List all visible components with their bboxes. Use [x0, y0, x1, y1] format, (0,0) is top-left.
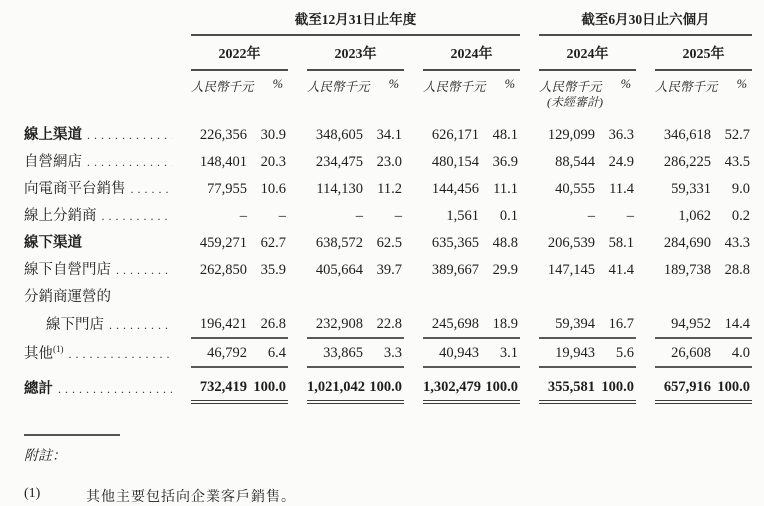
value-cell: 46,792	[191, 338, 253, 367]
value-cell: 626,171	[431, 127, 479, 143]
dot-leader	[126, 180, 173, 198]
percent-header: %	[620, 77, 631, 91]
group-gap-cell	[636, 310, 655, 338]
value-cell: 144,456	[431, 181, 479, 197]
group-gap	[172, 70, 191, 110]
value-cell: 19,943	[539, 338, 601, 367]
row-label: 線上分銷商	[24, 208, 97, 224]
value-cell: 59,394	[539, 310, 601, 338]
percent-cell: 48.1	[492, 127, 518, 143]
year-header-row	[24, 35, 752, 70]
row-label-cell	[24, 367, 172, 402]
group-gap-cell	[404, 283, 423, 310]
period-group-header: 截至6月30日止六個月	[539, 8, 752, 35]
group-gap-cell	[520, 202, 539, 229]
percent-cell: 0.2	[731, 208, 751, 224]
value-cell: 234,475	[315, 154, 363, 170]
percent-header: %	[388, 77, 399, 91]
value-cell: 355,581	[539, 367, 601, 402]
percent-cell	[485, 283, 520, 310]
row-label: 總計	[24, 381, 53, 397]
group-gap-cell	[636, 202, 655, 229]
value-cell: 635,365	[431, 235, 479, 251]
value-cell: 148,401	[199, 154, 247, 170]
percent-cell: –	[626, 208, 634, 224]
percent-cell: 18.9	[485, 310, 520, 338]
percent-cell: –	[278, 208, 286, 224]
group-gap-cell	[520, 310, 539, 338]
row-label-cell	[24, 110, 172, 148]
group-gap-cell	[288, 310, 307, 338]
group-gap-cell	[520, 175, 539, 202]
percent-cell	[369, 283, 404, 310]
table-row	[24, 367, 752, 402]
group-gap-cell	[404, 229, 423, 256]
group-gap-cell	[404, 110, 423, 148]
table-row	[24, 310, 752, 338]
group-gap-cell	[636, 283, 655, 310]
value-cell	[423, 283, 485, 310]
percent-cell: 43.3	[724, 235, 751, 251]
value-cell: –	[587, 208, 595, 224]
group-gap-cell	[520, 229, 539, 256]
row-label: 自營網店	[24, 154, 82, 170]
year-header: 2024年	[539, 35, 636, 70]
percent-cell: 100.0	[601, 367, 636, 402]
percent-cell: 5.6	[601, 338, 636, 367]
value-cell	[539, 283, 601, 310]
value-cell: 657,916	[655, 367, 717, 402]
row-label-wrap	[24, 288, 172, 306]
group-gap-cell	[172, 110, 191, 148]
value-cell: 286,225	[663, 154, 711, 170]
revenue-by-channel-table	[24, 8, 752, 404]
row-label-cell	[24, 338, 172, 367]
group-gap-cell	[172, 310, 191, 338]
dot-leader	[53, 380, 172, 398]
value-cell: 147,145	[547, 262, 595, 278]
table-row	[24, 202, 752, 229]
percent-cell: 3.3	[369, 338, 404, 367]
dot-leader	[104, 316, 172, 334]
value-cell: 226,356	[199, 127, 247, 143]
group-gap-cell	[404, 175, 423, 202]
percent-cell: 36.3	[608, 127, 634, 143]
table-row	[24, 283, 752, 310]
table-row	[24, 110, 752, 148]
group-gap-cell	[636, 256, 655, 283]
unit-header	[307, 70, 369, 110]
group-gap-cell	[288, 148, 307, 175]
percent-cell: 30.9	[260, 127, 286, 143]
group-gap-cell	[288, 202, 307, 229]
table-row	[24, 148, 752, 175]
group-gap-cell	[636, 229, 655, 256]
group-gap	[520, 35, 539, 70]
year-header: 2025年	[655, 35, 752, 70]
percent-cell: 28.8	[724, 262, 751, 278]
value-cell: 389,667	[431, 262, 479, 278]
table-row	[24, 229, 752, 256]
row-label-cell	[24, 229, 172, 256]
footnote-marker: (1)	[24, 486, 41, 501]
row-label-cell	[24, 148, 172, 175]
group-gap	[636, 70, 655, 110]
table-row	[24, 256, 752, 283]
row-label: 線下門店	[46, 317, 104, 333]
unit-header	[423, 70, 485, 110]
group-gap-cell	[172, 202, 191, 229]
value-cell: 1,561	[446, 208, 479, 224]
percent-cell: 62.5	[376, 235, 402, 251]
row-label: 線下自營門店	[24, 262, 111, 278]
percent-cell: 43.5	[724, 154, 751, 170]
group-gap-cell	[520, 148, 539, 175]
percent-cell: 6.4	[253, 338, 288, 367]
footnote-item	[24, 486, 752, 506]
row-label-wrap	[24, 380, 172, 398]
row-label-cell	[24, 283, 172, 310]
group-gap-cell	[520, 338, 539, 367]
value-cell: 33,865	[307, 338, 369, 367]
group-gap-cell	[288, 175, 307, 202]
percent-cell: 24.9	[608, 154, 634, 170]
percent-cell: 39.7	[376, 262, 402, 278]
percent-header: %	[504, 77, 515, 91]
unit-header	[191, 70, 253, 110]
row-label-cell	[24, 256, 172, 283]
group-gap-cell	[636, 148, 655, 175]
percent-cell: 11.2	[377, 181, 402, 197]
percent-cell: 100.0	[485, 367, 520, 402]
dot-leader	[82, 126, 172, 144]
value-cell: 114,130	[316, 181, 363, 197]
group-gap	[520, 70, 539, 110]
value-cell: 346,618	[663, 127, 711, 143]
group-gap-cell	[172, 367, 191, 402]
group-gap-cell	[520, 110, 539, 148]
value-cell	[655, 283, 717, 310]
value-cell: 40,943	[423, 338, 485, 367]
group-gap-cell	[404, 310, 423, 338]
dot-leader	[111, 261, 172, 279]
year-header: 2023年	[307, 35, 404, 70]
table-header	[24, 8, 752, 110]
footnote-divider	[24, 434, 120, 436]
group-gap-cell	[288, 367, 307, 402]
value-cell: 1,021,042	[307, 367, 369, 402]
percent-cell: 62.7	[260, 235, 286, 251]
percent-cell: 22.8	[369, 310, 404, 338]
value-cell: 262,850	[199, 262, 247, 278]
group-gap-cell	[172, 175, 191, 202]
unit-label: 人民幣千元	[423, 80, 486, 94]
value-cell: 348,605	[315, 127, 363, 143]
unit-label: 人民幣千元	[307, 80, 370, 94]
percent-cell: –	[394, 208, 402, 224]
value-cell: 1,302,479	[423, 367, 485, 402]
row-label: 線上渠道	[24, 127, 82, 143]
row-label-wrap	[24, 234, 172, 252]
value-cell: 59,331	[671, 181, 711, 197]
value-cell	[307, 283, 369, 310]
percent-cell: 14.4	[717, 310, 752, 338]
row-label-cell	[24, 175, 172, 202]
table-row	[24, 338, 752, 367]
group-gap-cell	[520, 256, 539, 283]
dot-leader	[64, 345, 173, 363]
year-header: 2024年	[423, 35, 520, 70]
group-gap-cell	[636, 110, 655, 148]
value-cell: 40,555	[555, 181, 595, 197]
group-gap	[520, 8, 539, 35]
percent-cell: 11.4	[609, 181, 634, 197]
percent-header: %	[272, 77, 283, 91]
table-body	[24, 110, 752, 402]
group-gap-cell	[172, 148, 191, 175]
value-cell: 196,421	[191, 310, 253, 338]
group-gap	[404, 35, 423, 70]
group-gap	[404, 70, 423, 110]
percent-cell: 11.1	[493, 181, 518, 197]
value-cell: 638,572	[315, 235, 363, 251]
percent-cell: 100.0	[717, 367, 752, 402]
dot-leader	[82, 153, 172, 171]
group-gap-cell	[404, 148, 423, 175]
group-gap-cell	[288, 338, 307, 367]
unit-label: 人民幣千元	[539, 80, 602, 94]
percent-cell: 3.1	[485, 338, 520, 367]
group-gap	[172, 8, 191, 35]
unit-label: 人民幣千元	[191, 80, 254, 94]
value-cell: –	[239, 208, 247, 224]
percent-cell: 23.0	[376, 154, 402, 170]
value-cell: 26,608	[655, 338, 717, 367]
percent-cell: 52.7	[724, 127, 751, 143]
unit-header	[539, 70, 601, 110]
value-cell: 206,539	[547, 235, 595, 251]
row-label-wrap	[24, 207, 172, 225]
group-gap-cell	[288, 283, 307, 310]
value-cell: 94,952	[655, 310, 717, 338]
group-gap-cell	[172, 229, 191, 256]
percent-cell: 0.1	[499, 208, 518, 224]
value-cell: 245,698	[423, 310, 485, 338]
value-cell	[191, 283, 253, 310]
percent-header: %	[736, 77, 748, 91]
footnote-title: 附註：	[24, 449, 66, 464]
value-cell: 480,154	[431, 154, 479, 170]
group-gap-cell	[636, 175, 655, 202]
percent-cell: 48.8	[492, 235, 518, 251]
percent-cell	[253, 283, 288, 310]
value-cell: 732,419	[191, 367, 253, 402]
unit-header	[655, 70, 717, 110]
group-gap-cell	[288, 256, 307, 283]
percent-cell: 10.6	[260, 181, 286, 197]
value-cell: 88,544	[555, 154, 595, 170]
row-label: 其他$^{(1)}$	[24, 345, 64, 362]
group-gap-cell	[404, 256, 423, 283]
percent-cell: 20.3	[260, 154, 286, 170]
group-gap-cell	[404, 367, 423, 402]
value-cell: 129,099	[547, 127, 595, 143]
percent-cell: 9.0	[731, 181, 751, 197]
percent-cell: 29.9	[492, 262, 518, 278]
row-label-wrap	[24, 261, 172, 279]
group-gap-cell	[172, 256, 191, 283]
percent-cell	[717, 283, 752, 310]
period-group-header: 截至12月31日止年度	[191, 8, 520, 35]
dot-leader	[97, 207, 173, 225]
row-label-wrap	[24, 316, 172, 334]
group-gap-cell	[520, 367, 539, 402]
percent-cell: 4.0	[717, 338, 752, 367]
group-gap	[288, 35, 307, 70]
group-header-row	[24, 8, 752, 35]
group-gap-cell	[636, 338, 655, 367]
label-header-spacer	[24, 35, 172, 70]
group-gap-cell	[288, 229, 307, 256]
label-header-spacer	[24, 8, 172, 35]
group-gap-cell	[404, 338, 423, 367]
row-label: 向電商平台銷售	[24, 181, 126, 197]
group-gap-cell	[172, 338, 191, 367]
row-label-wrap	[24, 180, 172, 198]
value-cell: –	[355, 208, 363, 224]
percent-cell: 100.0	[253, 367, 288, 402]
value-cell: 459,271	[199, 235, 247, 251]
label-header-spacer	[24, 70, 172, 110]
year-header: 2022年	[191, 35, 288, 70]
table-row	[24, 175, 752, 202]
group-gap-cell	[520, 283, 539, 310]
unaudited-note: (未經審計)	[547, 95, 603, 109]
row-label-wrap	[24, 126, 172, 144]
group-gap-cell	[404, 202, 423, 229]
row-label-wrap	[24, 153, 172, 171]
group-gap-cell	[288, 110, 307, 148]
footnote-text: 其他主要包括向企業客戶銷售。	[86, 490, 296, 505]
unit-header-row	[24, 70, 752, 110]
value-cell: 232,908	[307, 310, 369, 338]
row-label-cell	[24, 310, 172, 338]
value-cell: 284,690	[663, 235, 711, 251]
unit-label: 人民幣千元	[655, 80, 718, 94]
value-cell: 77,955	[207, 181, 247, 197]
group-gap-cell	[636, 367, 655, 402]
percent-cell: 35.9	[260, 262, 286, 278]
row-label-wrap	[24, 345, 172, 363]
footnote-ref: (1)	[53, 345, 64, 355]
percent-cell: 100.0	[369, 367, 404, 402]
group-gap	[172, 35, 191, 70]
value-cell: 189,738	[663, 262, 711, 278]
row-label-cell	[24, 202, 172, 229]
value-cell: 405,664	[315, 262, 363, 278]
percent-cell: 34.1	[376, 127, 402, 143]
row-label: 分銷商運營的	[24, 289, 111, 305]
group-gap	[288, 70, 307, 110]
group-gap-cell	[172, 283, 191, 310]
group-gap	[636, 35, 655, 70]
percent-cell: 41.4	[608, 262, 634, 278]
percent-cell: 26.8	[253, 310, 288, 338]
percent-cell: 16.7	[601, 310, 636, 338]
row-label: 線下渠道	[24, 235, 82, 251]
percent-cell: 58.1	[608, 235, 634, 251]
percent-cell	[601, 283, 636, 310]
percent-cell: 36.9	[492, 154, 518, 170]
value-cell: 1,062	[678, 208, 711, 224]
